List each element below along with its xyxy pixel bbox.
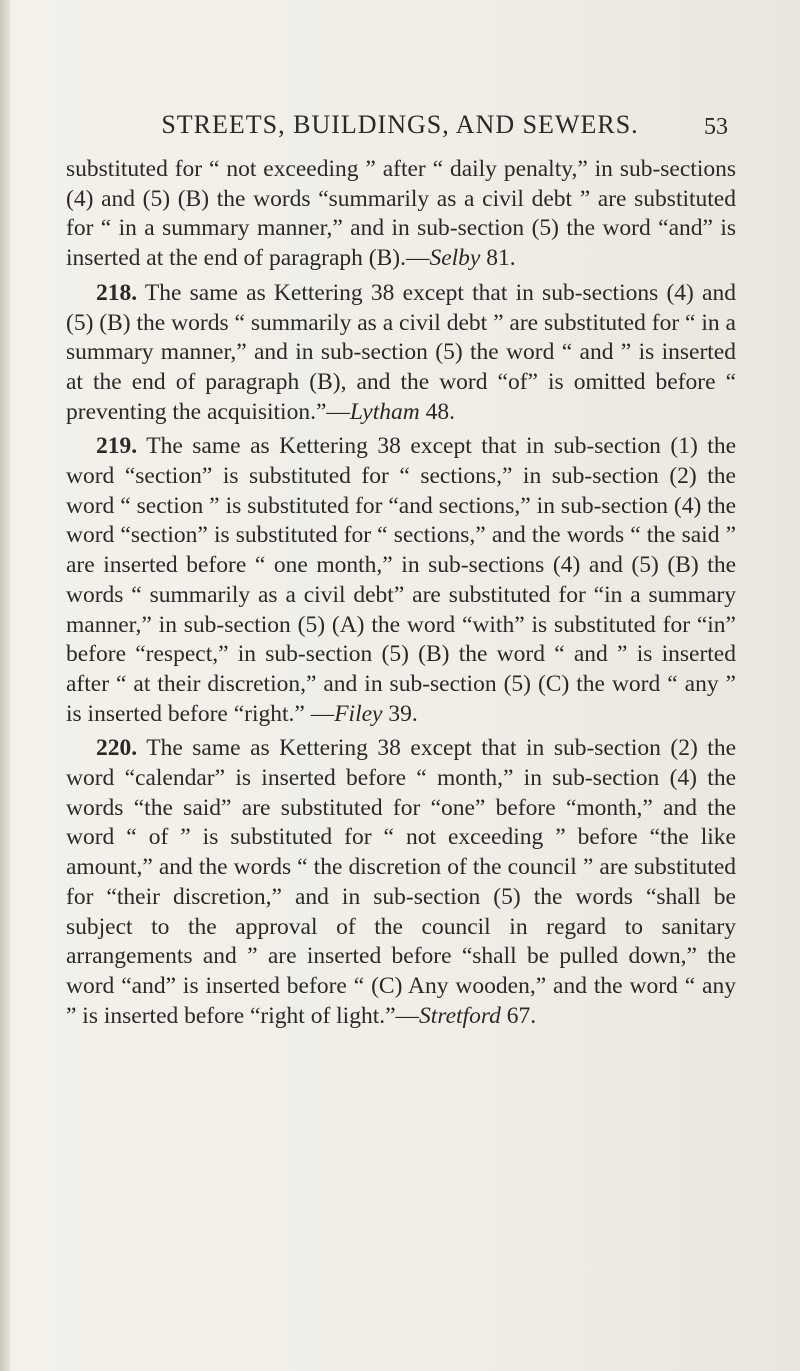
page-gutter-shadow <box>0 0 10 1371</box>
section-number: 220. <box>96 735 138 762</box>
paragraph-text: The same as Kettering 38 except that in sub-sections (4) and (5) (B) the words “ summarily as a civil debt ” are substituted for “ in a summary manner,” and in sub-section (5) the word “ and ” is inserted at the end of paragraph (B), and the word “of” is omitted before “ preventing the acquisition.”— <box>66 279 736 425</box>
page-body <box>66 155 736 1036</box>
page-header <box>0 110 800 146</box>
paragraph-219 <box>66 432 736 729</box>
paragraph-text: The same as Kettering 38 except that in sub-section (1) the word “section” is substituted for “ sections,” in sub-section (2) the word “ section ” is substituted for “and sections,” in sub-section (4) the word “section” is substituted for “ sections,” and the words “ the said ” are inserted before “ one month,” in sub-sections (4) and (5) (B) the words “ summarily as a civil debt” are substituted for “in a summary manner,” in sub-section (5) (A) the word “with” is substituted for “in” before “respect,” in sub-section (5) (B) the word “ and ” is inserted after “ at their discretion,” and in sub-section (5) (C) the word “ any ” is inserted before “right.” — <box>66 433 736 727</box>
running-head: STREETS, BUILDINGS, AND SEWERS. <box>161 110 639 139</box>
place-reference: 48. <box>419 398 455 425</box>
place-reference: 81. <box>480 245 516 272</box>
place-name: Filey <box>334 700 383 727</box>
place-name: Selby <box>429 245 481 272</box>
place-name: Stretford <box>419 1002 501 1029</box>
paragraph-text: The same as Kettering 38 except that in sub-section (2) the word “calendar” is inserted before “ month,” in sub-section (4) the words “the said” are substituted for “one” before “month,” and the word “ of ” is substituted for “ not exceeding ” before “the like amount,” and the words “ the discretion of the council ” are substituted for “their discretion,” and in sub-section (5) the words “shall be subject to the approval of the council in regard to sanitary arrangements and ” are inserted before “shall be pulled down,” the word “and” is inserted before “ (C) Any wooden,” and the word “ any ” is inserted before “right of light.”— <box>66 735 736 1029</box>
paragraph-text: substituted for “ not exceeding ” after “ daily penalty,” in sub-sections (4) and (5) (B) the words “summarily as a civil debt ” are substituted for “ in a summary manner,” and in sub-section (5) the word “and” is inserted at the end of paragraph (B).— <box>66 156 736 272</box>
section-number: 219. <box>96 433 138 460</box>
place-name: Lytham <box>349 398 420 425</box>
paragraph-continuation <box>66 155 736 274</box>
place-reference: 67. <box>500 1002 537 1029</box>
place-reference: 39. <box>382 700 418 727</box>
page-number: 53 <box>704 114 728 140</box>
paragraph-218 <box>66 279 736 428</box>
section-number: 218. <box>96 279 138 306</box>
paragraph-220 <box>66 734 736 1031</box>
